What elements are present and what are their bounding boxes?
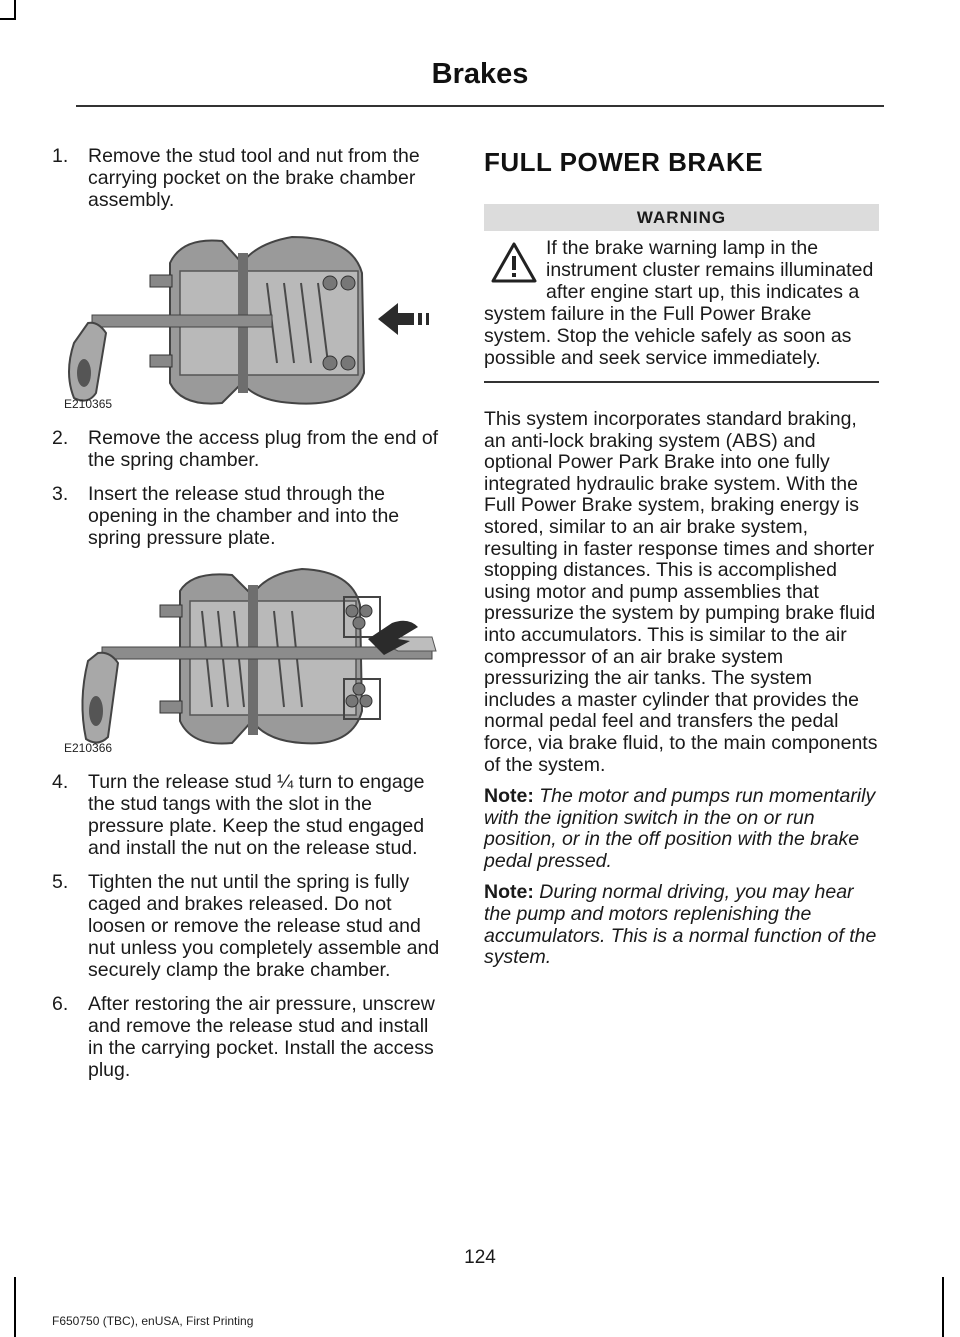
- step-text: Remove the access plug from the end of the spring chamber.: [88, 427, 439, 471]
- warning-divider: [484, 381, 879, 383]
- note-2: [484, 882, 879, 968]
- left-column: [52, 145, 448, 1093]
- note-label: Note:: [484, 881, 534, 904]
- step-text: Turn the release stud ¼ turn to engage the stud tangs with the slot in the pressure plate. Keep the stud engaged and install the nut on the release stud.: [88, 771, 425, 859]
- note-text: The motor and pumps run momentarily with the ignition switch in the on or run position, or in the off position with the brake pedal pressed.: [484, 785, 876, 872]
- figure-id: E210365: [64, 397, 113, 411]
- brake-chamber-illustration-2: [52, 561, 448, 757]
- warning-text: If the brake warning lamp in the instrument cluster remains illuminated after engine start up, this indicates a system failure in the Full Power Brake system. Stop the vehicle safely as soon as possible and seek service immediately.: [484, 237, 874, 369]
- step-number: 4.: [52, 771, 69, 793]
- right-column: [484, 145, 879, 979]
- footer-edition: F650750 (TBC), enUSA, First Printing: [52, 1314, 254, 1328]
- step-5: [52, 871, 448, 981]
- step-number: 3.: [52, 483, 69, 505]
- figure-brake-chamber-2: [52, 561, 448, 757]
- body-paragraph: This system incorporates standard braking, an anti-lock braking system (ABS) and optional Power Park Brake into one fully integrated hydraulic brake system. With the Full Power Brake system, braking energy is stored, similar to an air brake system, resulting in faster response times and shorter stopping distances. This is accomplished using motor and pump assemblies that pressurize the system by pumping brake fluid into accumulators. This is similar to the air compressor of an air brake system pressurizing the air tanks. The system includes a master cylinder that provides the normal pedal feel and transfers the pedal force, via brake fluid, to the main components of the system.: [484, 408, 878, 776]
- step-2: [52, 427, 448, 471]
- crop-mark-top-left-v: [14, 0, 16, 20]
- step-number: 1.: [52, 145, 69, 167]
- step-text: After restoring the air pressure, unscrew and remove the release stud and install in the carrying pocket. Install the access plug.: [88, 993, 435, 1081]
- step-number: 2.: [52, 427, 69, 449]
- step-1: [52, 145, 448, 211]
- step-4: [52, 771, 448, 859]
- page-number: 124: [464, 1247, 496, 1268]
- step-text: Insert the release stud through the opening in the chamber and into the spring pressure plate.: [88, 483, 400, 549]
- note-1: [484, 786, 879, 872]
- crop-mark-bottom-right-v: [942, 1277, 944, 1337]
- figure-brake-chamber-1: [52, 223, 448, 413]
- step-text: Remove the stud tool and nut from the carrying pocket on the brake chamber assembly.: [88, 145, 420, 211]
- section-title: FULL POWER BRAKE: [484, 147, 764, 177]
- crop-mark-top-left-h: [0, 18, 16, 20]
- header-divider: [76, 105, 884, 107]
- step-3: [52, 483, 448, 549]
- step-number: 6.: [52, 993, 69, 1015]
- figure-id: E210366: [64, 741, 113, 755]
- warning-box: [484, 237, 879, 369]
- crop-mark-bottom-left-v: [14, 1277, 16, 1337]
- page-header-title: Brakes: [431, 58, 529, 90]
- step-number: 5.: [52, 871, 69, 893]
- step-6: [52, 993, 448, 1081]
- brake-chamber-illustration-1: [52, 223, 448, 413]
- note-text: During normal driving, you may hear the pump and motors replenishing the accumulators. This is a normal function of the system.: [484, 881, 877, 969]
- step-text: Tighten the nut until the spring is fully caged and brakes released. Do not loosen or remove the release stud and nut unless you completely assemble and securely clamp the brake chamber.: [88, 871, 440, 981]
- warning-triangle-icon: [490, 241, 538, 285]
- warning-heading: WARNING: [484, 204, 879, 231]
- note-label: Note:: [484, 785, 534, 808]
